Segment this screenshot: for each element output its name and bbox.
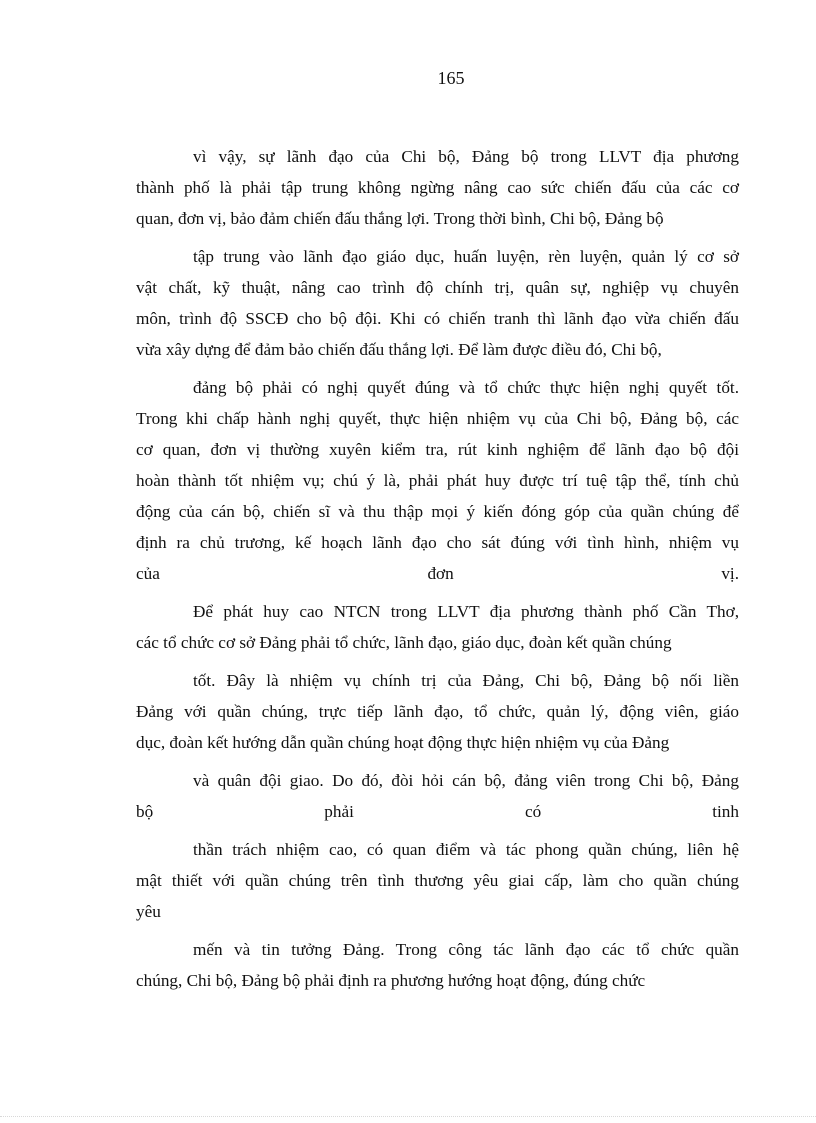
text-line: bộ phải có tinh — [136, 802, 739, 821]
bottom-dotted-rule — [0, 1116, 816, 1117]
paragraph — [136, 596, 739, 658]
body-text — [136, 141, 739, 996]
paragraph — [136, 372, 739, 589]
text-line: động của cán bộ, chiến sĩ và thu thập mọi ý kiến đóng góp của quần chúng để — [136, 502, 739, 521]
text-line: đảng bộ phải có nghị quyết đúng và tổ chức thực hiện nghị quyết tốt. — [193, 378, 739, 397]
paragraph-gap — [136, 658, 739, 665]
paragraph — [136, 241, 739, 365]
text-line: tập trung vào lãnh đạo giáo dục, huấn luyện, rèn luyện, quản lý cơ sở — [193, 247, 739, 266]
text-line: chúng, Chi bộ, Đảng bộ phải định ra phương hướng hoạt động, đúng chức — [136, 971, 646, 990]
text-line: dục, đoàn kết hướng dẫn quần chúng hoạt động thực hiện nhiệm vụ của Đảng — [136, 733, 670, 752]
paragraph — [136, 765, 739, 827]
paragraph-gap — [136, 589, 739, 596]
text-line: thành phố là phải tập trung không ngừng nâng cao sức chiến đấu của các cơ — [136, 178, 739, 197]
text-line: vật chất, kỹ thuật, nâng cao trình độ chính trị, quân sự, nghiệp vụ chuyên — [136, 278, 739, 297]
text-line: mến và tin tưởng Đảng. Trong công tác lãnh đạo các tổ chức quần — [193, 940, 739, 959]
text-line: Để phát huy cao NTCN trong LLVT địa phương thành phố Cần Thơ, — [193, 602, 739, 621]
paragraph — [136, 834, 739, 927]
page-number: 165 — [437, 68, 465, 88]
text-line: vì vậy, sự lãnh đạo của Chi bộ, Đảng bộ trong LLVT địa phương — [193, 147, 739, 166]
text-line: Trong khi chấp hành nghị quyết, thực hiện nhiệm vụ của Chi bộ, Đảng bộ, các — [136, 409, 739, 428]
paragraph-gap — [136, 758, 739, 765]
text-line: quan, đơn vị, bảo đảm chiến đấu thắng lợi. Trong thời bình, Chi bộ, Đảng bộ — [136, 209, 664, 228]
text-line: vừa xây dựng để đảm bảo chiến đấu thắng lợi. Để làm được điều đó, Chi bộ, — [136, 340, 662, 359]
text-line: cơ quan, đơn vị thường xuyên kiểm tra, rút kinh nghiệm để lãnh đạo bộ đội — [136, 440, 739, 459]
text-line: tốt. Đây là nhiệm vụ chính trị của Đảng, Chi bộ, Đảng bộ nối liền — [193, 671, 739, 690]
paragraph-gap — [136, 365, 739, 372]
paragraph-gap — [136, 234, 739, 241]
text-line: mật thiết với quần chúng trên tình thương yêu giai cấp, làm cho quần chúng — [136, 871, 739, 890]
text-line: Đảng với quần chúng, trực tiếp lãnh đạo, tổ chức, quản lý, động viên, giáo — [136, 702, 739, 721]
text-line: các tổ chức cơ sở Đảng phải tổ chức, lãnh đạo, giáo dục, đoàn kết quần chúng — [136, 633, 672, 652]
paragraph — [136, 141, 739, 234]
paragraph-gap — [136, 927, 739, 934]
text-line: thần trách nhiệm cao, có quan điểm và tác phong quần chúng, liên hệ — [193, 840, 739, 859]
paragraph — [136, 934, 739, 996]
paragraph-gap — [136, 827, 739, 834]
text-line: yêu — [136, 902, 161, 921]
text-line: hoàn thành tốt nhiệm vụ; chú ý là, phải phát huy được trí tuệ tập thể, tính chủ — [136, 471, 739, 490]
text-line: môn, trình độ SSCĐ cho bộ đội. Khi có chiến tranh thì lãnh đạo vừa chiến đấu — [136, 309, 739, 328]
text-line: định ra chủ trương, kế hoạch lãnh đạo cho sát đúng với tình hình, nhiệm vụ — [136, 533, 739, 552]
text-line: của đơn vị. — [136, 564, 739, 583]
paragraph — [136, 665, 739, 758]
text-line: và quân đội giao. Do đó, đòi hỏi cán bộ, đảng viên trong Chi bộ, Đảng — [193, 771, 739, 790]
